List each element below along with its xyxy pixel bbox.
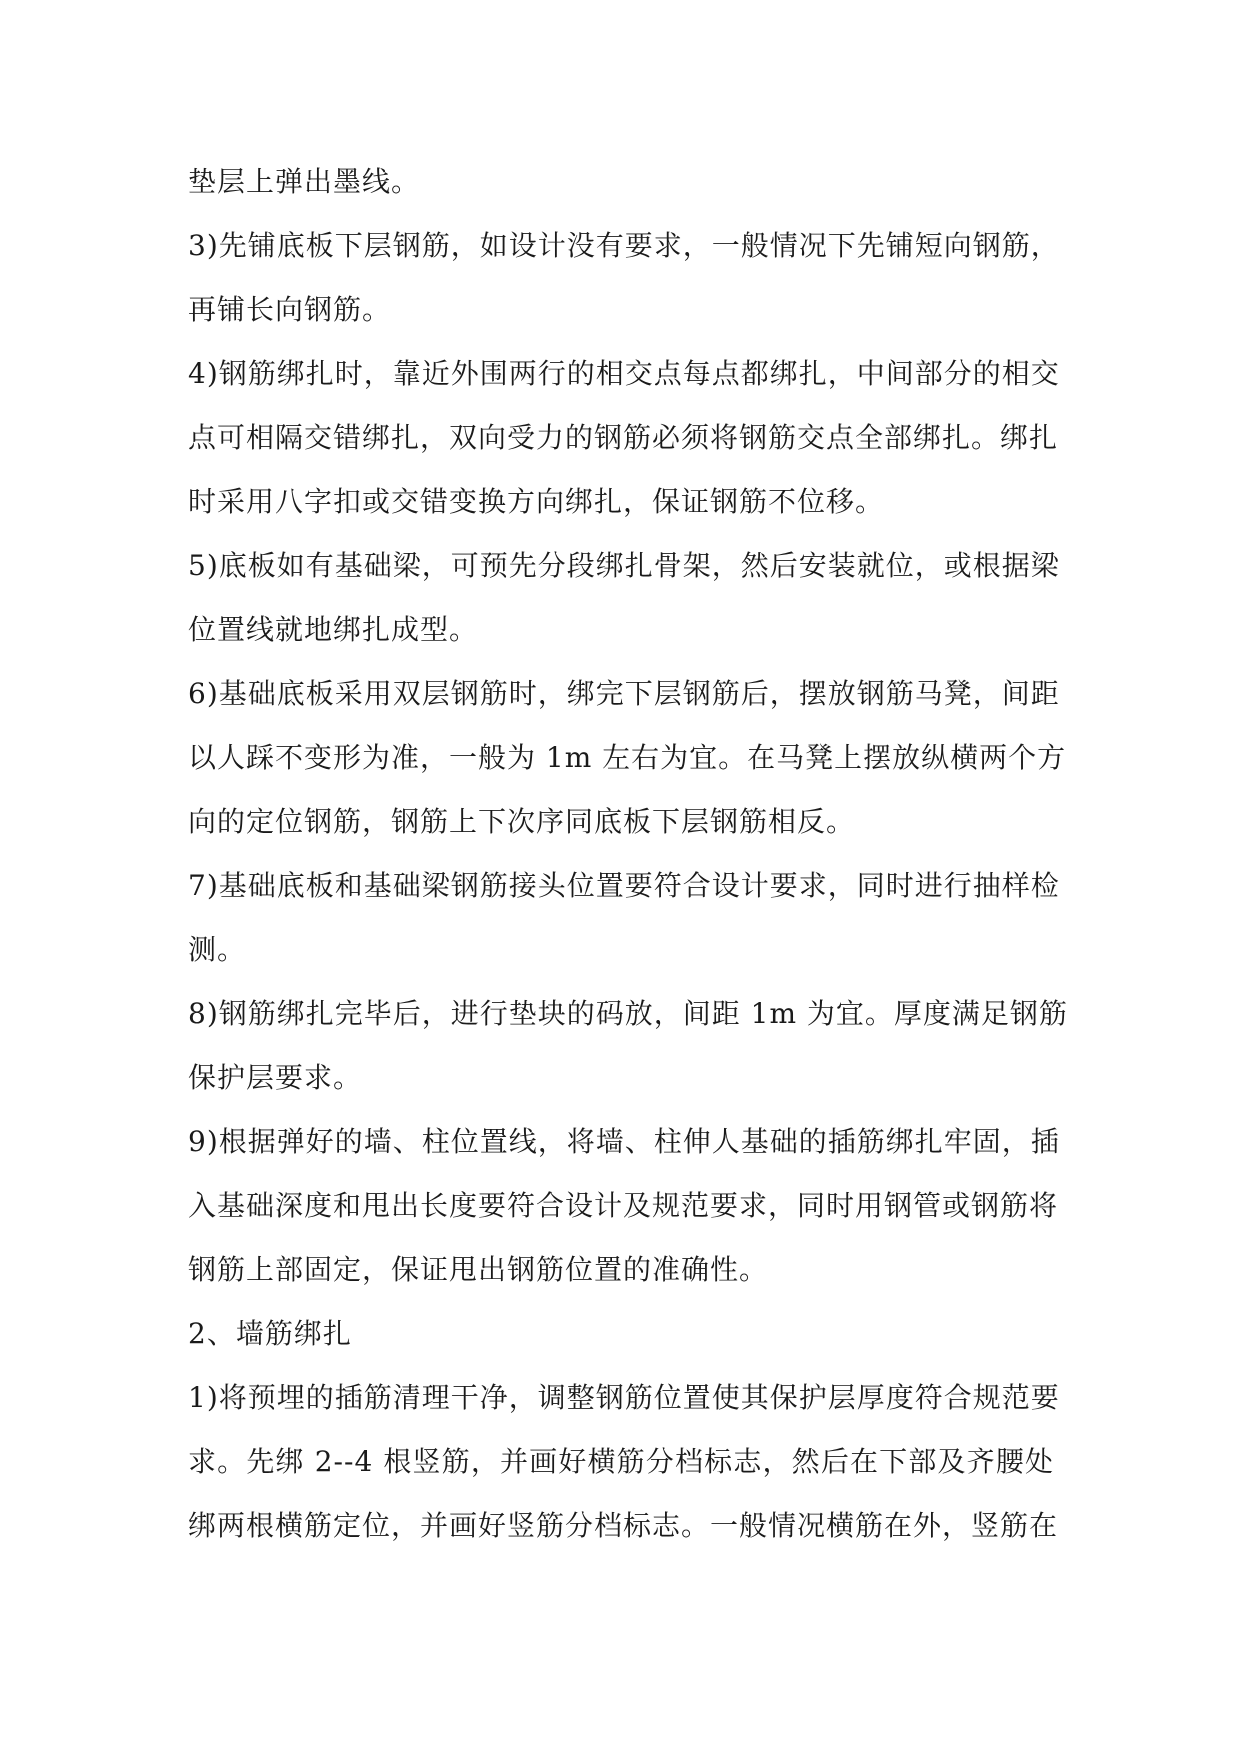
text-line: 再铺长向钢筋。 <box>188 293 392 326</box>
text-line: 钢筋上部固定，保证甩出钢筋位置的准确性。 <box>188 1253 769 1286</box>
text-line: 入基础深度和甩出长度要符合设计及规范要求，同时用钢管或钢筋将 <box>188 1189 1059 1222</box>
text-line: 绑两根横筋定位，并画好竖筋分档标志。一般情况横筋在外，竖筋在 <box>188 1509 1059 1542</box>
text-line: 3)先铺底板下层钢筋，如设计没有要求，一般情况下先铺短向钢筋， <box>188 229 1060 262</box>
text-line: 6)基础底板采用双层钢筋时，绑完下层钢筋后，摆放钢筋马凳，间距 <box>188 677 1060 710</box>
text-line: 求。先绑 2--4 根竖筋，并画好横筋分档标志，然后在下部及齐腰处 <box>188 1445 1054 1478</box>
text-line: 时采用八字扣或交错变换方向绑扎，保证钢筋不位移。 <box>188 485 885 518</box>
document-page <box>188 162 1068 1570</box>
text-line: 1)将预埋的插筋清理干净，调整钢筋位置使其保护层厚度符合规范要 <box>188 1381 1060 1414</box>
text-line: 垫层上弹出墨线。 <box>188 165 421 198</box>
text-line: 位置线就地绑扎成型。 <box>188 613 479 646</box>
text-line: 以人踩不变形为准，一般为 1m 左右为宜。在马凳上摆放纵横两个方 <box>188 741 1067 774</box>
text-line: 7)基础底板和基础梁钢筋接头位置要符合设计要求，同时进行抽样检 <box>188 869 1060 902</box>
text-line: 8)钢筋绑扎完毕后，进行垫块的码放，间距 1m 为宜。厚度满足钢筋 <box>188 997 1068 1030</box>
text-line: 4)钢筋绑扎时，靠近外围两行的相交点每点都绑扎，中间部分的相交 <box>188 357 1060 390</box>
section-heading: 2、墙筋绑扎 <box>188 1317 352 1350</box>
text-line: 点可相隔交错绑扎，双向受力的钢筋必须将钢筋交点全部绑扎。绑扎 <box>188 421 1059 454</box>
text-line: 5)底板如有基础梁，可预先分段绑扎骨架，然后安装就位，或根据梁 <box>188 549 1060 582</box>
text-line: 保护层要求。 <box>188 1061 363 1094</box>
text-line: 测。 <box>188 933 247 966</box>
text-line: 向的定位钢筋，钢筋上下次序同底板下层钢筋相反。 <box>188 805 856 838</box>
text-line: 9)根据弹好的墙、柱位置线，将墙、柱伸人基础的插筋绑扎牢固，插 <box>188 1125 1060 1158</box>
